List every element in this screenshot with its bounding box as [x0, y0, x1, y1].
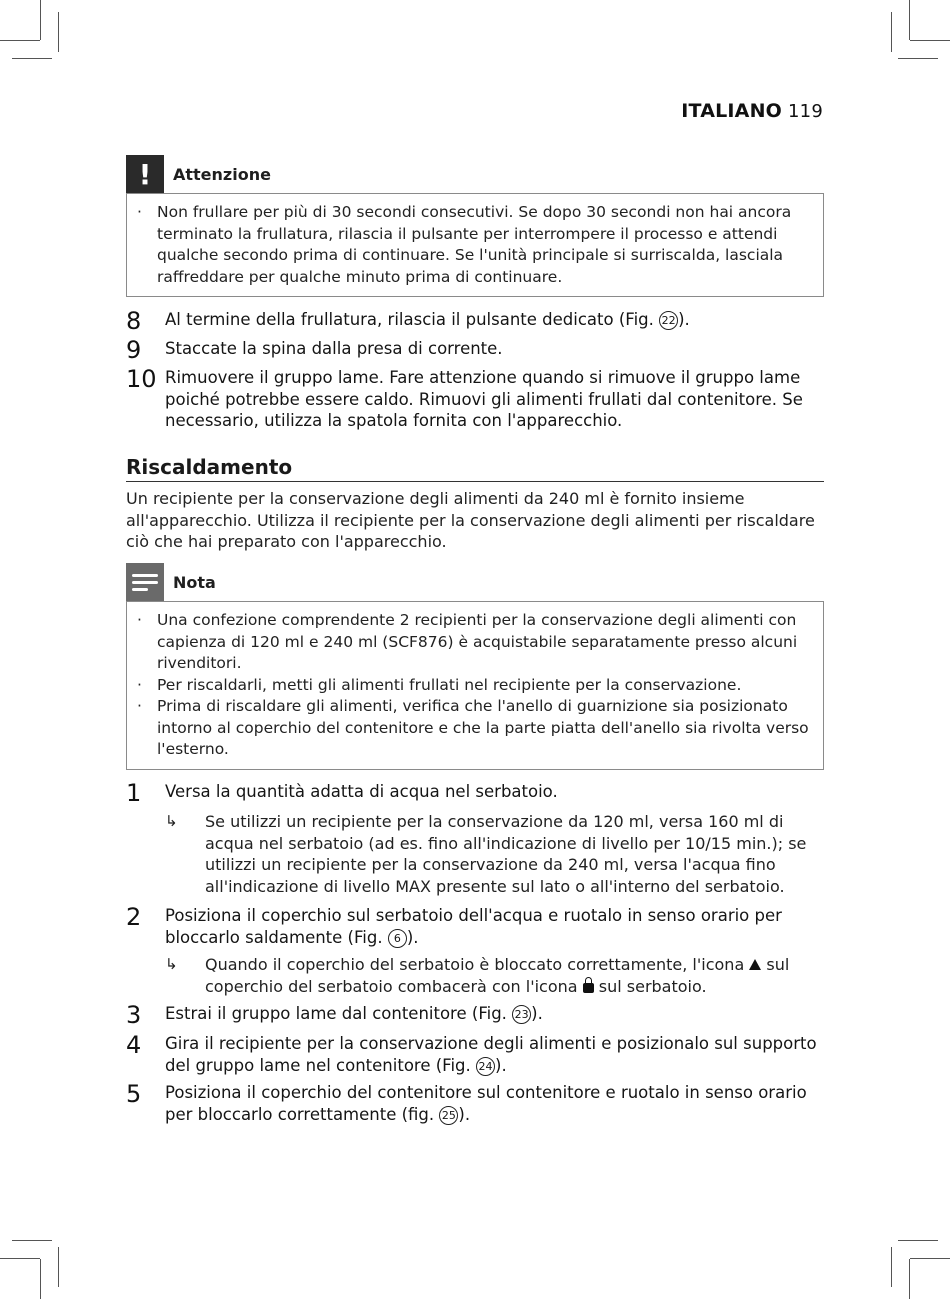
- crop-mark: [12, 58, 52, 59]
- figure-ref: 25: [439, 1106, 458, 1125]
- crop-mark: [0, 40, 40, 41]
- crop-mark: [910, 40, 950, 41]
- step-4: 4 Gira il recipiente per la conservazione degli alimenti e posizionalo sul supporto del gruppo lame nel contenitore (Fig. 24 ).: [126, 1031, 817, 1075]
- header-language: ITALIANO: [681, 100, 783, 122]
- page-number: 119: [788, 101, 823, 122]
- page-header: [681, 100, 823, 122]
- caution-box: [126, 193, 824, 297]
- crop-mark: [58, 12, 59, 52]
- figure-ref: 24: [476, 1057, 495, 1076]
- result-arrow-icon: ↳: [165, 955, 178, 973]
- caution-callout: [126, 155, 824, 297]
- crop-mark: [0, 1258, 40, 1259]
- figure-ref: 23: [512, 1005, 531, 1024]
- list-item: · Una confezione comprendente 2 recipienti per la conservazione degli alimenti con capienza di 120 ml e 240 ml (SCF876) è acquistabile separatamente presso alcuni rivenditori.: [137, 611, 798, 672]
- step-9: 9 Staccate la spina dalla presa di corrente.: [126, 336, 503, 364]
- figure-ref: 6: [388, 929, 407, 948]
- crop-mark: [12, 1240, 52, 1241]
- crop-mark: [898, 58, 938, 59]
- note-box: [126, 601, 824, 770]
- caution-title: Attenzione: [173, 164, 271, 184]
- triangle-icon: [749, 959, 761, 970]
- figure-ref: 22: [659, 311, 678, 330]
- crop-mark: [891, 1247, 892, 1287]
- list-item: · Prima di riscaldare gli alimenti, verifica che l'anello di guarnizione sia posizionato intorno al coperchio del contenitore e che la parte piatta dell'anello sia rivolta verso l'esterno.: [137, 697, 809, 758]
- crop-mark: [58, 1247, 59, 1287]
- step-1: 1 Versa la quantità adatta di acqua nel serbatoio.: [126, 779, 558, 807]
- list-item: · Per riscaldarli, metti gli alimenti frullati nel recipiente per la conservazione.: [137, 675, 742, 694]
- crop-mark: [909, 1259, 910, 1299]
- note-callout: [126, 563, 824, 770]
- section-intro: Un recipiente per la conservazione degli alimenti da 240 ml è fornito insieme all'apparecchio. Utilizza il recipiente per la conservazione degli alimenti per riscaldare ciò che hai preparato con l'apparecchio.: [126, 489, 815, 551]
- note-title: Nota: [173, 572, 216, 592]
- step-8: 8 Al termine della frullatura, rilascia il pulsante dedicato (Fig. 22 ).: [126, 307, 690, 335]
- section-title: Riscaldamento: [126, 455, 824, 482]
- step-2-result: ↳ Quando il coperchio del serbatoio è bloccato correttamente, l'icona sul coperchio del serbatoio combacerà con l'icona sul serbatoio.: [165, 955, 790, 996]
- crop-mark: [898, 1240, 938, 1241]
- result-arrow-icon: ↳: [165, 812, 178, 830]
- step-1-result: ↳ Se utilizzi un recipiente per la conservazione da 120 ml, versa 160 ml di acqua nel serbatoio (ad es. fino all'indicazione di livello per 10/15 min.); se utilizzi un recipiente per la conservazione da 240 ml, versa l'acqua fino all'indicazione di livello MAX presente sul lato o all'interno del serbatoio.: [165, 812, 807, 896]
- crop-mark: [891, 12, 892, 52]
- steps-list-a: [126, 309, 824, 432]
- step-10: 10 Rimuovere il gruppo lame. Fare attenzione quando si rimuove il gruppo lame poiché potrebbe essere caldo. Rimuovi gli alimenti frullati dal contenitore. Se necessario, utilizza la spatola fornita con l'apparecchio.: [126, 365, 803, 430]
- step-3: 3 Estrai il gruppo lame dal contenitore (Fig. 23 ).: [126, 1001, 543, 1029]
- note-icon: [126, 563, 164, 601]
- crop-mark: [910, 1258, 950, 1259]
- steps-list-b: [126, 781, 824, 1125]
- section-riscaldamento: [126, 455, 824, 553]
- lock-icon: [583, 983, 594, 993]
- exclamation-icon: !: [126, 155, 164, 193]
- step-5: 5 Posiziona il coperchio del contenitore sul contenitore e ruotalo in senso orario per bloccarlo correttamente (fig. 25 ).: [126, 1080, 807, 1124]
- crop-mark: [40, 1259, 41, 1299]
- crop-mark: [909, 0, 910, 40]
- list-item: · Non frullare per più di 30 secondi consecutivi. Se dopo 30 secondi non hai ancora terminato la frullatura, rilascia il pulsante per interrompere il processo e attendi qualche secondo prima di continuare. Se l'unità principale si surriscalda, lasciala raffreddare per qualche minuto prima di continuare.: [137, 203, 792, 286]
- step-2: 2 Posiziona il coperchio sul serbatoio dell'acqua e ruotalo in senso orario per bloccarlo saldamente (Fig. 6 ).: [126, 903, 782, 947]
- crop-mark: [40, 0, 41, 40]
